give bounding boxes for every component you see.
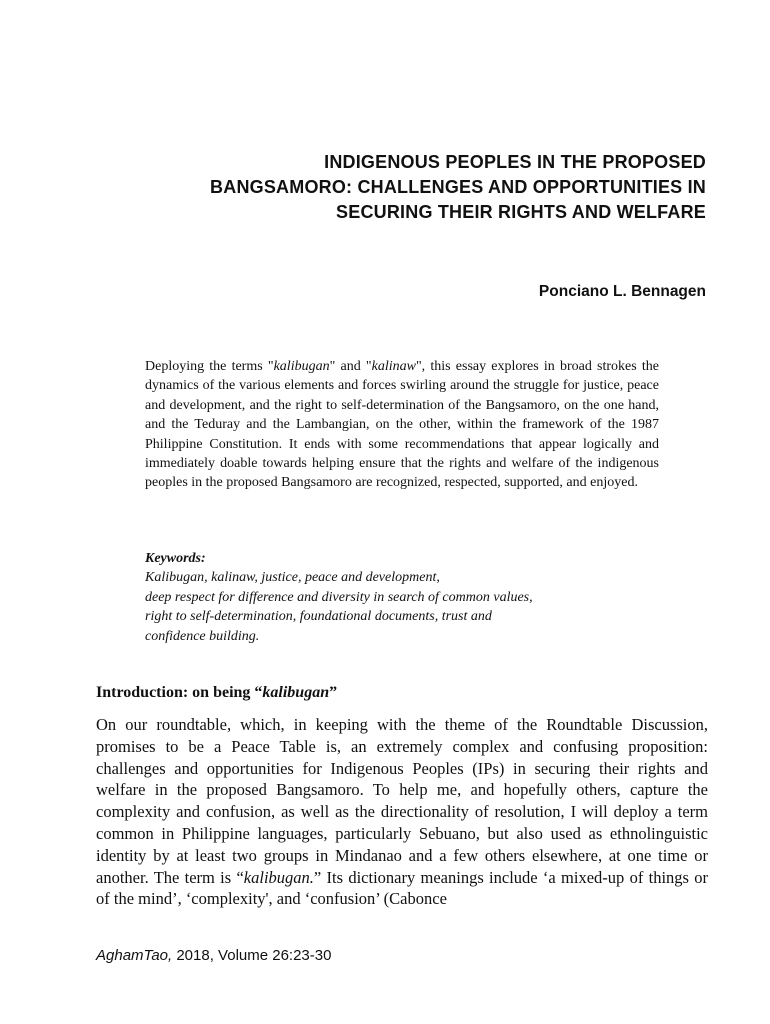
- article-title: [96, 150, 706, 225]
- title-line-2: BANGSAMORO: CHALLENGES AND OPPORTUNITIES IN: [210, 177, 706, 197]
- abstract: [145, 357, 659, 493]
- abstract-term-kalinaw: kalinaw: [371, 359, 416, 374]
- abstract-text-1: Deploying the terms ": [145, 359, 274, 374]
- keywords-line-1: [145, 549, 659, 588]
- keywords-line-3: right to self-determination, foundational documents, trust and: [145, 609, 492, 625]
- journal-footer: [96, 947, 331, 964]
- section-heading-introduction: [96, 684, 337, 702]
- title-line-3: SECURING THEIR RIGHTS AND WELFARE: [336, 202, 706, 222]
- title-line-1: INDIGENOUS PEOPLES IN THE PROPOSED: [324, 152, 706, 172]
- heading-suffix: ”: [329, 684, 338, 701]
- journal-name: AghamTao,: [96, 947, 173, 964]
- keywords: [145, 549, 659, 646]
- abstract-text-2: " and ": [329, 359, 372, 374]
- heading-prefix: Introduction: on being “: [96, 684, 263, 701]
- keywords-line-4: confidence building.: [145, 628, 260, 644]
- author-name: Ponciano L. Bennagen: [538, 283, 706, 300]
- intro-term: kalibugan.: [243, 867, 314, 887]
- keywords-line-2: deep respect for difference and diversity in search of common values,: [145, 589, 533, 605]
- abstract-term-kalibugan: kalibugan: [273, 359, 330, 374]
- keywords-text-1: Kalibugan, kalinaw, justice, peace and development,: [145, 570, 440, 586]
- abstract-text-3: ", this essay explores in broad strokes the dynamics of the various elements and forces swirling around the struggle for justice, peace and development, and the right to self-determination of the Bangsamoro, on the one hand, and the Teduray and the Lambangian, on the other, within the framework of the 1987 Philippine Constitution. It ends with some recommendations that appear logically and immediately doable towards helping ensure that the rights and welfare of the indigenous peoples in the proposed Bangsamoro are recognized, respected, supported, and enjoyed.: [145, 359, 659, 491]
- keywords-label: Keywords:: [145, 551, 206, 566]
- introduction-paragraph: [96, 714, 708, 910]
- intro-text-2: ” Its dictionary meanings include ‘a mixed-up of things or of the mind’, ‘complexity', and ‘confusion’ (Cabonce: [96, 867, 708, 909]
- intro-text-1: On our roundtable, which, in keeping with the theme of the Roundtable Discussion, promises to be a Peace Table is, an extremely complex and confusing proposition: challenges and opportunities for Indigenous Peoples (IPs) in securing their rights and welfare in the proposed Bangsamoro. To help me, and hopefully others, capture the complexity and confusion, as well as the directionality of resolution, I will deploy a term common in Philippine languages, particularly Sebuano, but also used as ethnolinguistic identity by at least two groups in Mindanao and a few others elsewhere, at one time or another. The term is “: [96, 715, 708, 887]
- journal-citation: 2018, Volume 26:23-30: [172, 947, 332, 964]
- heading-term: kalibugan: [262, 684, 330, 701]
